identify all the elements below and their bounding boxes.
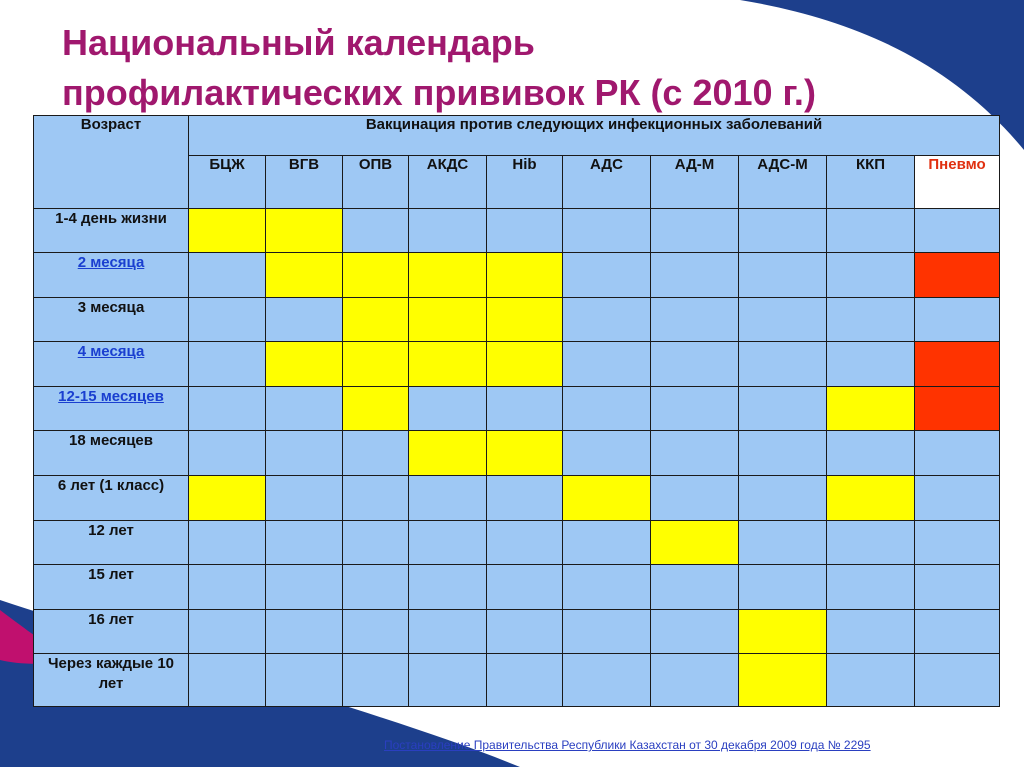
vaccination-scheduled-cell: [409, 342, 487, 387]
vaccination-empty-cell: [651, 298, 739, 342]
decree-link[interactable]: Постановление Правительства Республики Казахстан от 30 декабря 2009 года № 2295: [384, 738, 871, 752]
vaccination-schedule-table: [33, 115, 1000, 707]
schedule-row: [34, 342, 1000, 387]
vaccination-empty-cell: [827, 610, 915, 654]
vaccination-empty-cell: [409, 521, 487, 565]
vaccination-empty-cell: [409, 476, 487, 521]
age-cell[interactable]: [34, 387, 189, 431]
vaccination-scheduled-cell: [343, 253, 409, 298]
age-link[interactable]: 2 месяца: [77, 254, 145, 271]
vaccination-empty-cell: [563, 610, 651, 654]
column-header: ККП: [827, 156, 915, 209]
vaccination-empty-cell: [487, 565, 563, 610]
age-cell[interactable]: [34, 342, 189, 387]
vaccination-scheduled-cell: [915, 342, 1000, 387]
vaccination-empty-cell: [266, 298, 343, 342]
age-cell: [34, 209, 189, 253]
vaccination-empty-cell: [651, 476, 739, 521]
column-header: ВГВ: [266, 156, 343, 209]
vaccination-scheduled-cell: [487, 342, 563, 387]
vaccination-empty-cell: [487, 654, 563, 707]
vaccination-empty-cell: [563, 342, 651, 387]
vaccination-empty-cell: [827, 209, 915, 253]
vaccination-scheduled-cell: [487, 431, 563, 476]
schedule-row: [34, 387, 1000, 431]
vaccination-empty-cell: [266, 654, 343, 707]
age-label: 18 месяцев: [69, 432, 153, 449]
column-header: АДС-М: [739, 156, 827, 209]
vaccination-empty-cell: [266, 565, 343, 610]
vaccination-empty-cell: [189, 610, 266, 654]
vaccination-empty-cell: [266, 610, 343, 654]
age-label: Через каждые 10 лет: [47, 655, 175, 692]
vaccination-empty-cell: [915, 209, 1000, 253]
vaccination-empty-cell: [651, 209, 739, 253]
schedule-row: [34, 521, 1000, 565]
vaccination-empty-cell: [651, 342, 739, 387]
age-header: Возраст: [34, 116, 189, 209]
vaccination-empty-cell: [563, 298, 651, 342]
vaccination-empty-cell: [343, 476, 409, 521]
vaccination-empty-cell: [343, 610, 409, 654]
age-label: 15 лет: [88, 566, 134, 583]
age-label: 12 лет: [88, 522, 134, 539]
age-cell: [34, 654, 189, 707]
age-cell: [34, 431, 189, 476]
vaccination-empty-cell: [739, 476, 827, 521]
vaccination-empty-cell: [739, 431, 827, 476]
schedule-row: [34, 253, 1000, 298]
schedule-row: [34, 431, 1000, 476]
vaccination-empty-cell: [915, 431, 1000, 476]
vaccination-empty-cell: [739, 387, 827, 431]
vaccination-empty-cell: [409, 565, 487, 610]
vaccination-empty-cell: [189, 565, 266, 610]
vaccination-empty-cell: [739, 253, 827, 298]
vaccination-scheduled-cell: [409, 298, 487, 342]
vaccination-scheduled-cell: [266, 253, 343, 298]
vaccination-scheduled-cell: [915, 387, 1000, 431]
age-cell: [34, 565, 189, 610]
title-line-2: профилактических прививок РК (с 2010 г.): [62, 72, 816, 113]
vaccination-empty-cell: [189, 342, 266, 387]
vaccination-empty-cell: [343, 431, 409, 476]
vaccination-empty-cell: [915, 521, 1000, 565]
vaccination-empty-cell: [189, 521, 266, 565]
vaccination-empty-cell: [651, 654, 739, 707]
slide-title: [62, 18, 816, 118]
schedule-row: [34, 209, 1000, 253]
vaccination-empty-cell: [739, 298, 827, 342]
vaccination-empty-cell: [189, 654, 266, 707]
vaccination-empty-cell: [266, 387, 343, 431]
vaccination-empty-cell: [563, 654, 651, 707]
vaccination-empty-cell: [189, 298, 266, 342]
vaccination-empty-cell: [651, 610, 739, 654]
schedule-row: [34, 476, 1000, 521]
vaccination-empty-cell: [915, 476, 1000, 521]
vaccination-empty-cell: [827, 342, 915, 387]
vaccination-empty-cell: [915, 298, 1000, 342]
column-header: АД-М: [651, 156, 739, 209]
vaccination-empty-cell: [563, 521, 651, 565]
vaccination-scheduled-cell: [409, 431, 487, 476]
vaccination-empty-cell: [915, 565, 1000, 610]
vaccination-empty-cell: [915, 654, 1000, 707]
age-label: 1-4 день жизни: [55, 210, 167, 227]
vaccination-empty-cell: [739, 521, 827, 565]
column-header: ОПВ: [343, 156, 409, 209]
vaccination-empty-cell: [409, 387, 487, 431]
age-link[interactable]: 12-15 месяцев: [58, 388, 164, 405]
vaccination-empty-cell: [409, 610, 487, 654]
vaccination-scheduled-cell: [915, 253, 1000, 298]
vaccination-empty-cell: [827, 565, 915, 610]
vaccination-empty-cell: [343, 654, 409, 707]
vaccination-empty-cell: [563, 387, 651, 431]
vaccination-scheduled-cell: [189, 209, 266, 253]
title-line-1: Национальный календарь: [62, 22, 535, 63]
vaccination-empty-cell: [487, 610, 563, 654]
vaccination-empty-cell: [827, 431, 915, 476]
vaccination-scheduled-cell: [563, 476, 651, 521]
vaccination-empty-cell: [915, 610, 1000, 654]
vaccination-empty-cell: [266, 431, 343, 476]
age-link[interactable]: 4 месяца: [77, 343, 145, 360]
vaccination-empty-cell: [563, 431, 651, 476]
vaccination-empty-cell: [189, 387, 266, 431]
vaccination-empty-cell: [739, 342, 827, 387]
vaccination-empty-cell: [266, 476, 343, 521]
schedule-row: [34, 298, 1000, 342]
age-cell: [34, 476, 189, 521]
age-cell: [34, 521, 189, 565]
vaccination-empty-cell: [487, 521, 563, 565]
vaccination-empty-cell: [409, 209, 487, 253]
schedule-row: [34, 654, 1000, 707]
column-header: АКДС: [409, 156, 487, 209]
age-cell: [34, 298, 189, 342]
age-cell: [34, 610, 189, 654]
vaccination-empty-cell: [563, 209, 651, 253]
vaccination-empty-cell: [343, 565, 409, 610]
vaccination-empty-cell: [563, 253, 651, 298]
vaccination-empty-cell: [189, 431, 266, 476]
vaccination-empty-cell: [739, 565, 827, 610]
vaccination-scheduled-cell: [266, 342, 343, 387]
vaccination-empty-cell: [739, 209, 827, 253]
column-header: Hib: [487, 156, 563, 209]
vaccination-empty-cell: [487, 209, 563, 253]
vaccination-scheduled-cell: [189, 476, 266, 521]
vaccination-scheduled-cell: [409, 253, 487, 298]
vaccination-empty-cell: [651, 253, 739, 298]
vaccination-empty-cell: [651, 565, 739, 610]
vaccination-empty-cell: [563, 565, 651, 610]
vaccination-scheduled-cell: [827, 476, 915, 521]
vaccination-scheduled-cell: [739, 610, 827, 654]
column-header: Пневмо: [915, 156, 1000, 209]
age-label: 3 месяца: [77, 299, 145, 316]
vaccination-empty-cell: [827, 253, 915, 298]
vaccination-scheduled-cell: [487, 253, 563, 298]
vaccination-empty-cell: [651, 431, 739, 476]
vaccination-empty-cell: [487, 476, 563, 521]
vaccination-empty-cell: [487, 387, 563, 431]
vaccination-empty-cell: [827, 298, 915, 342]
vaccination-empty-cell: [827, 654, 915, 707]
vaccination-scheduled-cell: [266, 209, 343, 253]
vaccination-scheduled-cell: [827, 387, 915, 431]
vaccination-scheduled-cell: [739, 654, 827, 707]
vaccination-empty-cell: [651, 387, 739, 431]
age-cell[interactable]: [34, 253, 189, 298]
vaccination-scheduled-cell: [651, 521, 739, 565]
vaccination-empty-cell: [266, 521, 343, 565]
vaccination-empty-cell: [827, 521, 915, 565]
vaccination-empty-cell: [343, 521, 409, 565]
vaccination-group-header: Вакцинация против следующих инфекционных заболеваний: [189, 116, 1000, 156]
vaccination-scheduled-cell: [343, 342, 409, 387]
schedule-row: [34, 610, 1000, 654]
column-header: АДС: [563, 156, 651, 209]
age-label: 16 лет: [88, 611, 134, 628]
vaccination-scheduled-cell: [487, 298, 563, 342]
schedule-row: [34, 565, 1000, 610]
vaccination-scheduled-cell: [343, 387, 409, 431]
vaccination-scheduled-cell: [343, 298, 409, 342]
vaccination-empty-cell: [189, 253, 266, 298]
column-header: БЦЖ: [189, 156, 266, 209]
age-label: 6 лет (1 класс): [57, 477, 165, 494]
vaccination-empty-cell: [343, 209, 409, 253]
vaccination-empty-cell: [409, 654, 487, 707]
